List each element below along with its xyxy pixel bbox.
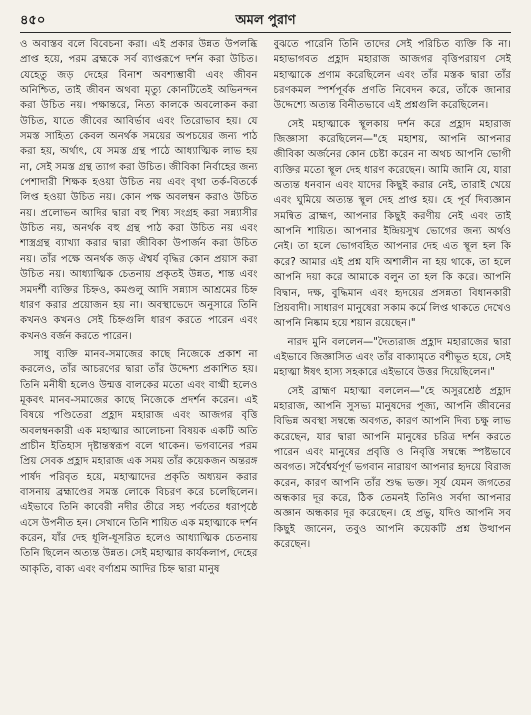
paragraph: সেই মহাত্মাকে স্থূলকায় দর্শন করে প্রহ্লাদ মহারাজ জিজ্ঞাসা করেছিলেন—"হে মহাশয়, আপনি আপনার জীবিকা অর্জনের কোন চেষ্টা করেন না অথচ আপনি ভোগী ব্যক্তির মতো স্থূল দেহ ধারণ করেছেন। আমি জানি যে, যারা অত্যন্ত ধনবান এবং যাদের কিছুই করার নেই, তারাই খেয়ে এবং ঘুমিয়ে অত্যন্ত স্থূল দেহ প্রাপ্ত হয়। হে পূর্ব দিব্যজ্ঞান সমন্বিত ব্রাহ্মণ, আপনার কিছুই করণীয় নেই এবং তাই আপনি শায়িত। আপনার ইন্দ্রিয়সুখ ভোগের জন্য অর্থও নেই। তা হলে ভোগবহিত আপনার দেহ এত স্থূল হল কি করে? আমার এই প্রশ্ন যদি অশালীন না হয় থাকে, তা হলে আপনি দয়া করে আমাকে বলুন তা হল কি করে। আপনি বিদ্বান, দক্ষ, বুদ্ধিমান এবং হৃদয়ের প্রসন্নতা বিধানকারী প্রিয়বাদী। সাধারণ মানুষেরা সকাম কর্মে লিপ্ত থাকতে দেখেও আপনি নিষ্কাম হয়ে শয়ান রয়েছেন।"	[273, 118, 511, 330]
page-number: ৪৫০	[20, 12, 46, 28]
paragraph: ও অবাস্তব বলে বিবেচনা করা। এই প্রকার উন্নত উপলব্ধি প্রাপ্ত হয়ে, পরম ব্রহ্মকে সর্ব ব্যাপ্তরূপে দর্শন করা উচিত। যেহেতু জড় দেহের বিনাশ অবশ্যম্ভাবী এবং জীবন অনিশ্চিত, তাই জীবন অথবা মৃত্যু কোনটিতেই অভিনন্দন করা উচিত নয়। পক্ষান্তরে, নিত্য কালকে অবলোকন করা উচিত, যাতে জীবের আবির্ভাব এবং তিরোভাব হয়। যে সমস্ত সাহিত্য কেবল অনর্থক সময়ের অপচয়ের জন্য পাঠ করা হয়, অর্থাৎ, যে সমস্ত গ্রন্থ পাঠে আধ্যাত্মিক লাভ হয় না, সেই সমস্ত গ্রন্থ ত্যাগ করা উচিত। জীবিকা নির্বাহের জন্য পেশাদারী শিক্ষক হওয়া উচিত নয় এবং বৃথা তর্ক-বিতর্কে লিপ্ত হওয়া উচিত নয়। কোন পক্ষ অবলম্বন করাও উচিত নয়। প্রলোভন আদির দ্বারা বহু শিষ্য সংগ্রহ করা সন্ন্যাসীর উচিত নয়, অনর্থক বহু গ্রন্থ পাঠ করা উচিত নয় এবং শাস্ত্রগ্রন্থ ব্যাখ্যা করার দ্বারা জীবিকা উপার্জন করা উচিত নয়। তাঁর পক্ষে অনর্থক জড় ঐশ্বর্য বৃদ্ধির কোন প্রয়াস করা উচিত নয়। আধ্যাত্মিক চেতনায় প্রকৃতই উন্নত, শান্ত এবং সমদর্শী ব্যক্তির চিহ্নও, কমণ্ডলু আদি সন্ন্যাস আশ্রমের চিহ্ন ধারণ করার প্রয়োজন হয় না। অবস্থাভেদে অনুসারে তিনি কখনও কখনও সেই চিহ্নগুলি ধারণ করতে পারেন এবং কখনও বর্জন করতে পারেন।	[20, 39, 258, 342]
paragraph: সেই ব্রাহ্মণ মহাত্মা বললেন—"হে অসুরশ্রেষ্ঠ প্রহ্লাদ মহারাজ, আপনি সুসভ্য মানুষদের পূজ্য, আপনি জীবনের বিভিন্ন অবস্থা সম্বন্ধে অবগত, কারণ আপনি দিব্য চক্ষু লাভ করেছেন, যার দ্বারা আপনি মানুষের চরিত্র দর্শন করতে পারেন এবং মানুষের প্রবৃত্তি ও নিবৃত্তি সম্বন্ধে স্পষ্টভাবে অবগত। সর্বৈশ্বর্যপূর্ণ ভগবান নারায়ণ আপনার হৃদয়ে বিরাজ করেন, কারণ আপনি তাঁর শুদ্ধ ভক্ত। সূর্য যেমন জগতের অন্ধকার দূর করে, ঠিক তেমনই তিনিও সর্বদা আপনার অজ্ঞান অন্ধকার দূর করেছেন। হে প্রভু, যদিও আপনি সব কিছুই জানেন, তবুও আপনি কয়েকটি প্রশ্ন উত্থাপন করেছেন।	[273, 385, 511, 550]
right-column	[274, 37, 512, 707]
paragraph: নারদ মুনি বললেন—"দৈত্যরাজ প্রহ্লাদ মহারাজের দ্বারা এইভাবে জিজ্ঞাসিত এবং তাঁর বাক্যামৃতে বশীভূত হয়ে, সেই মহাত্মা ঈষৎ হাস্য সহকারে এইভাবে উত্তর দিয়েছিলেন।"	[273, 336, 511, 379]
header-rule	[20, 32, 511, 33]
paragraph: বুঝতে পারেনি তিনি তাদের সেই পরিচিত ব্যক্তি কি না। মহাভাগবত প্রহ্লাদ মহারাজ আজগর বৃত্তিপরায়ণ সেই মহাত্মাকে প্রণাম করেছিলেন এবং তাঁর মস্তক দ্বারা তাঁর চরণকমল স্পর্শপূর্বক প্রণতি নিবেদন করে, তাঁকে জানার উদ্দেশ্যে অত্যন্ত বিনীতভাবে এই প্রশ্নগুলি করেছিলেন।	[273, 39, 511, 112]
paragraph: সাধু ব্যক্তি মানব-সমাজের কাছে নিজেকে প্রকাশ না করলেও, তাঁর আচরণের দ্বারা তাঁর উদ্দেশ্য প্রকাশিত হয়। তিনি মনীষী হলেও উন্মত্ত বালকের মতো এবং বাগ্মী হলেও মূকবৎ মানব-সমাজের কাছে নিজেকে প্রদর্শন করেন। এই বিষয়ে পণ্ডিতেরা প্রহ্লাদ মহারাজ এবং আজগর বৃত্তি অবলম্বনকারী এক মহাত্মার আলোচনা বিষয়ক একটি অতি প্রাচীন ইতিহাস দৃষ্টান্তস্বরূপ বলে থাকেন। ভগবানের পরম প্রিয় সেবক প্রহ্লাদ মহারাজ এক সময় তাঁর কয়েকজন অন্তরঙ্গ পার্ষদ পরিবৃত হয়ে, মহাত্মাদের প্রকৃতি অধ্যয়ন করার বাসনায় ব্রহ্মাণ্ডের সমস্ত লোকে বিচরণ করে চলেছিলেন। এইভাবে তিনি কাবেরী নদীর তীরে সহ্য পর্বতের ধরাপৃষ্ঠে এসে উপনীত হন। সেখানে তিনি শায়িত এক মহাত্মাকে দর্শন করেন, যাঁর দেহ ধূলি-ধূসরিত হলেও আধ্যাত্মিক চেতনায় তিনি ছিলেন অত্যন্ত উন্নত। সেই মহাত্মার কার্যকলাপ, দেহের আকৃতি, বাক্য এবং বর্ণাশ্রম আদির চিহ্ন দ্বারা মানুষ	[20, 348, 258, 575]
text-columns	[20, 37, 511, 707]
page-header	[20, 10, 511, 32]
running-title: অমল পুরাণ	[235, 12, 296, 28]
left-column	[20, 37, 258, 707]
